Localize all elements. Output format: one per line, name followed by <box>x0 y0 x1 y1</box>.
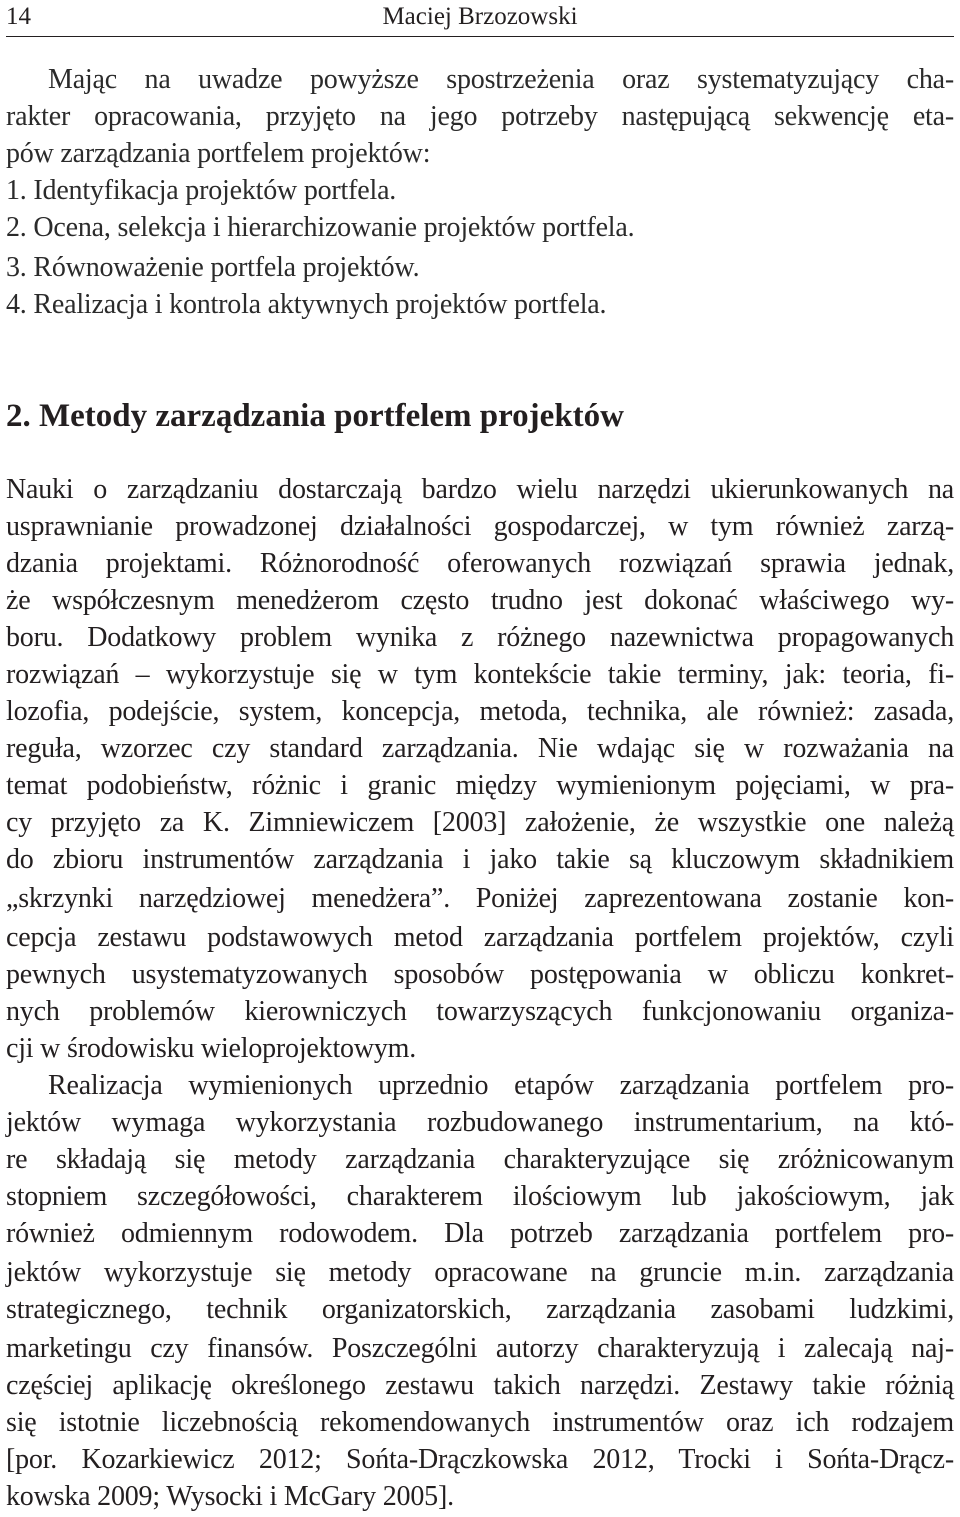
page-number: 14 <box>6 3 31 30</box>
paragraph-line: lozofia, podejście, system, koncepcja, metoda, technika, ale również: zasada, <box>6 696 954 727</box>
paragraph-line: cji w środowisku wieloprojektowym. <box>6 1033 417 1064</box>
paragraph-line: cepcja zestawu podstawowych metod zarządzania portfelem projektów, czyli <box>6 922 954 953</box>
paragraph-line: [por. Kozarkiewicz 2012; Sońta-Drączkowska 2012, Trocki i Sońta-Drącz- <box>6 1444 954 1475</box>
paragraph-line: Nauki o zarządzaniu dostarczają bardzo wielu narzędzi ukierunkowanych na <box>6 474 954 505</box>
paragraph-line: się istotnie liczebnością rekomendowanych instrumentów oraz ich rodzajem <box>6 1407 954 1438</box>
paragraph-line: stopniem szczegółowości, charakterem ilościowym lub jakościowym, jak <box>6 1181 954 1212</box>
paragraph-line: również odmiennym rodowodem. Dla potrzeb zarządzania portfelem pro- <box>6 1218 954 1249</box>
list-item: 1. Identyfikacja projektów portfela. <box>6 175 397 206</box>
paragraph-line: dzania projektami. Różnorodność oferowanych rozwiązań sprawia jednak, <box>6 548 954 579</box>
paragraph-line: pewnych usystematyzowanych sposobów postępowania w obliczu konkret- <box>6 959 954 990</box>
list-item: 4. Realizacja i kontrola aktywnych projektów portfela. <box>6 289 607 320</box>
page-header <box>6 0 954 37</box>
section-heading: 2. Metody zarządzania portfelem projektów <box>6 398 624 434</box>
paragraph-line: re składają się metody zarządzania charakteryzujące się zróżnicowanym <box>6 1144 954 1175</box>
paragraph-line: „skrzynki narzędziowej menedżera”. Poniżej zaprezentowana zostanie kon- <box>6 883 954 914</box>
paragraph-line: marketingu czy finansów. Poszczególni autorzy charakteryzują i zalecają naj- <box>6 1333 954 1364</box>
intro-line: pów zarządzania portfelem projektów: <box>6 138 431 169</box>
paragraph-line: strategicznego, technik organizatorskich, zarządzania zasobami ludzkimi, <box>6 1294 954 1325</box>
intro-line: rakter opracowania, przyjęto na jego potrzeby następującą sekwencję eta- <box>6 101 954 132</box>
paragraph-line: cy przyjęto za K. Zimniewiczem [2003] założenie, że wszystkie one należą <box>6 807 954 838</box>
paragraph-line: reguła, wzorzec czy standard zarządzania. Nie wdając się w rozważania na <box>6 733 954 764</box>
paragraph-line: temat podobieństw, różnic i granic między wymienionym pojęciami, w pra- <box>6 770 954 801</box>
paragraph-line: że współczesnym menedżerom często trudno jest dokonać właściwego wy- <box>6 585 954 616</box>
paragraph-line: kowska 2009; Wysocki i McGary 2005]. <box>6 1481 454 1512</box>
paragraph-line: Realizacja wymienionych uprzednio etapów zarządzania portfelem pro- <box>48 1070 954 1101</box>
paragraph-line: rozwiązań – wykorzystuje się w tym kontekście takie terminy, jak: teoria, fi- <box>6 659 954 690</box>
running-title: Maciej Brzozowski <box>382 3 578 30</box>
paragraph-line: jektów wymaga wykorzystania rozbudowanego instrumentarium, na któ- <box>6 1107 954 1138</box>
paragraph-line: do zbioru instrumentów zarządzania i jako takie są kluczowym składnikiem <box>6 844 954 875</box>
paragraph-line: częściej aplikację określonego zestawu takich narzędzi. Zestawy takie różnią <box>6 1370 954 1401</box>
paragraph-line: nych problemów kierowniczych towarzyszących funkcjonowaniu organiza- <box>6 996 954 1027</box>
paragraph-line: usprawnianie prowadzonej działalności gospodarczej, w tym również zarzą- <box>6 511 954 542</box>
intro-line: Mając na uwadze powyższe spostrzeżenia oraz systematyzujący cha- <box>48 64 954 95</box>
paragraph-line: boru. Dodatkowy problem wynika z różnego nazewnictwa propagowanych <box>6 622 954 653</box>
paragraph-line: jektów wykorzystuje się metody opracowane na gruncie m.in. zarządzania <box>6 1257 954 1288</box>
list-item: 2. Ocena, selekcja i hierarchizowanie projektów portfela. <box>6 212 635 243</box>
list-item: 3. Równoważenie portfela projektów. <box>6 252 420 283</box>
